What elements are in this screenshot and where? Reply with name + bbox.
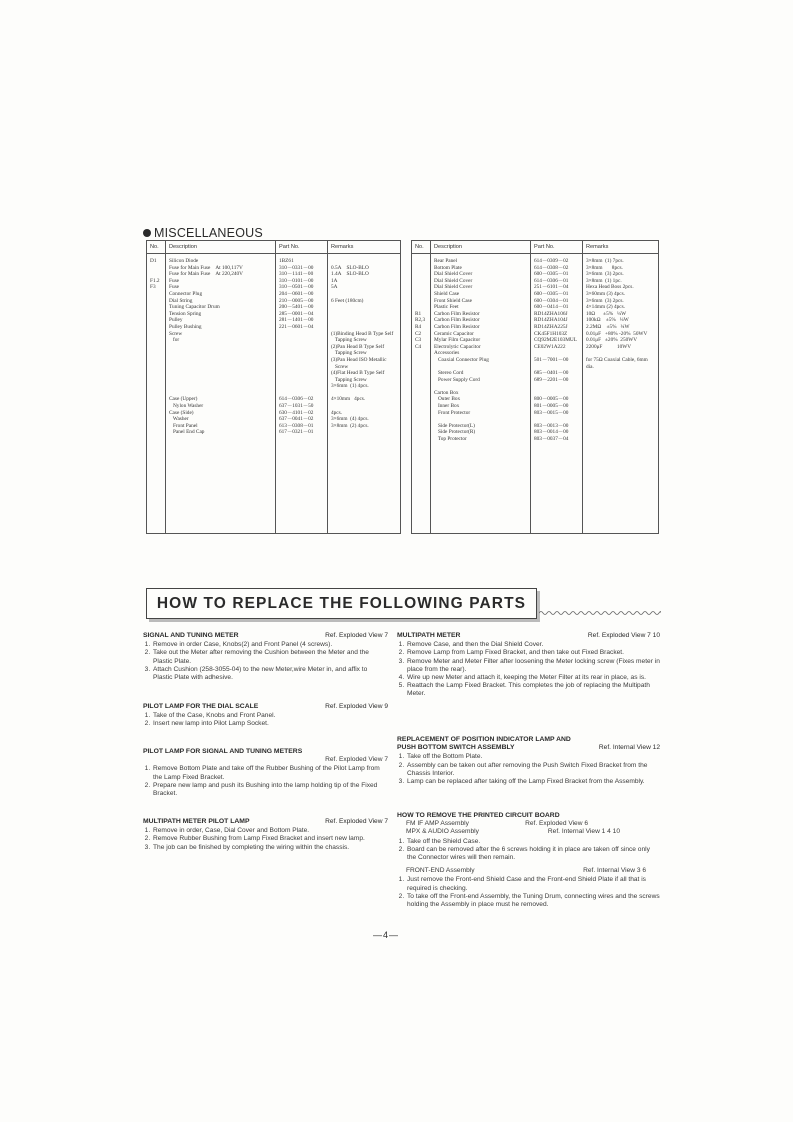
wavy-rule xyxy=(539,609,661,617)
cell-line: 3×6mm (3) 2pcs. xyxy=(586,297,624,304)
cell-line: 4×14mm (2) 4pcs. xyxy=(586,304,626,311)
cell-line: 3×6mm (3) 2pcs. xyxy=(586,271,624,278)
col-remarks xyxy=(583,254,659,534)
col-header-remarks: Remarks xyxy=(583,241,659,254)
cell-line xyxy=(150,377,162,384)
cell-line: 2200μF 10WV xyxy=(586,343,632,350)
cell-line xyxy=(150,331,162,338)
cell-line: (4)Flat Head B Type Self xyxy=(331,370,385,377)
cell-line: RD14ZHA106J xyxy=(534,310,568,317)
cell-line xyxy=(586,390,655,397)
cell-line xyxy=(331,311,397,318)
cell-line: Nylon Washer xyxy=(169,403,204,410)
cell-line xyxy=(415,284,427,291)
cell-line: Carbon Film Resistor xyxy=(434,323,480,330)
cell-line xyxy=(415,383,427,390)
cell-line: 0.01μF +80% -20% 50WV xyxy=(586,330,648,337)
cell-line xyxy=(331,324,397,331)
cell-line: Electrolytic Capacitor xyxy=(434,343,481,350)
cell-line: Tapping Screw xyxy=(331,337,367,344)
section-signal-tuning-meter xyxy=(143,632,388,682)
cell-line xyxy=(169,377,272,384)
section-heading: PILOT LAMP FOR SIGNAL AND TUNING METERS xyxy=(143,748,303,755)
cell-line: 2.2MΩ ±5% ¼W xyxy=(586,323,630,330)
cell-line xyxy=(150,298,162,305)
cell-line: 803－0013－00 xyxy=(534,422,569,429)
cell-line: CK45F1H103Z xyxy=(534,330,568,337)
cell-line: Fuse for Main Fuse At 220,240V xyxy=(169,271,244,278)
cell-line xyxy=(415,396,427,403)
col-header-description: Description xyxy=(431,241,531,254)
cell-line xyxy=(415,265,427,272)
cell-line xyxy=(534,390,579,397)
cell-line xyxy=(415,403,427,410)
cell-line: RD14ZHA225J xyxy=(534,323,568,330)
cell-line: Pulley xyxy=(169,317,183,324)
col-remarks xyxy=(328,254,401,534)
cell-line: Side Protector(L) xyxy=(434,422,475,429)
cell-line xyxy=(434,416,527,423)
cell-line: 3×6mm (1) 4pcs. xyxy=(331,383,369,390)
section-multipath-meter-pilot-lamp xyxy=(143,818,388,852)
cell-line: 1.4A SLO-BLO xyxy=(331,271,369,278)
cell-line xyxy=(279,383,324,390)
section-pilot-lamp-dial-scale xyxy=(143,703,388,729)
cell-line: 803－0015－00 xyxy=(534,409,569,416)
cell-line: F3 xyxy=(150,284,156,291)
section-pilot-lamp-signal-tuning xyxy=(143,748,388,798)
cell-line xyxy=(586,403,655,410)
col-header-part-no: Part No. xyxy=(531,241,583,254)
cell-line xyxy=(279,350,324,357)
cell-line: CE02W1A222 xyxy=(534,343,566,350)
subheading: FM IF AMP Assembly xyxy=(406,820,469,828)
section-heading-line2: PUSH BOTTOM SWITCH ASSEMBLY xyxy=(397,744,515,752)
cell-line: 617－0321－01 xyxy=(279,429,314,436)
cell-line: for 75Ω Coaxial Cable, 6mm xyxy=(586,356,648,363)
reference: Ref. Internal View 1 4 10 xyxy=(547,828,620,836)
cell-line xyxy=(331,390,397,397)
cell-line xyxy=(279,344,324,351)
cell-line: 614－0309－02 xyxy=(534,258,569,264)
cell-line: D1 xyxy=(150,258,157,264)
step-item: 1. Take of the Case, Knobs and Front Panel. xyxy=(152,712,388,720)
cell-line: Tapping Screw xyxy=(331,376,367,383)
cell-line: Pulley Bushing xyxy=(169,323,202,330)
cell-line xyxy=(586,377,655,384)
cell-line xyxy=(534,416,579,423)
cell-line: C2 xyxy=(415,330,422,337)
cell-line: 285－0001－04 xyxy=(279,310,314,317)
cell-line xyxy=(279,364,324,371)
cell-line: 800－0005－00 xyxy=(534,396,569,403)
cell-line: 6 Feet (180cm) xyxy=(331,297,364,304)
cell-line xyxy=(279,357,324,364)
cell-line: Case (Side) xyxy=(169,409,194,416)
cell-line xyxy=(415,304,427,311)
reference: Ref. Exploded View 7 xyxy=(325,818,388,825)
cell-line xyxy=(150,344,162,351)
cell-line: 251－6101－04 xyxy=(534,284,569,291)
reference: Ref. Internal View 3 6 xyxy=(583,867,646,875)
cell-line: Ceramic Capacitor xyxy=(434,330,474,337)
cell-line: Shield Case xyxy=(434,290,460,297)
cell-line: (3)Pan Head ISO Metallic xyxy=(331,356,387,363)
cell-line xyxy=(150,423,162,430)
step-item: 2. Board can be removed after the 6 screws holding it in place are taken off since only the Connector wires will then remain. xyxy=(406,846,660,862)
step-item: 2. Insert new lamp into Pilot Lamp Socket. xyxy=(152,720,388,728)
cell-line xyxy=(331,304,397,311)
cell-line: (1)Binding Head B Type Self xyxy=(331,330,394,337)
cell-line xyxy=(150,337,162,344)
cell-line xyxy=(586,383,655,390)
cell-line: F1.2 xyxy=(150,277,160,284)
cell-line xyxy=(534,350,579,357)
cell-line xyxy=(169,344,272,351)
step-item: 3. Remove Meter and Meter Filter after loosening the Meter locking screw (Fixes meter in place from the rear). xyxy=(406,658,660,674)
cell-line: R2,3 xyxy=(415,317,426,324)
section-heading: REPLACEMENT OF POSITION INDICATOR LAMP AND xyxy=(397,736,571,743)
cell-line xyxy=(150,370,162,377)
cell-line: CQ92M2E103MUL xyxy=(534,337,577,344)
cell-line: 614－0308－02 xyxy=(534,264,569,271)
cell-line xyxy=(150,383,162,390)
cell-line xyxy=(434,364,527,371)
col-header-remarks: Remarks xyxy=(328,241,401,254)
cell-line: 100kΩ ±5% ¼W xyxy=(586,317,629,324)
cell-line xyxy=(415,291,427,298)
cell-line: 221－0601－04 xyxy=(279,323,314,330)
cell-line: 3×60mm (3) 4pcs. xyxy=(586,290,626,297)
section-heading: HOW TO REMOVE THE PRINTED CIRCUIT BOARD xyxy=(397,812,560,819)
col-description xyxy=(431,254,531,534)
cell-line: RD14ZHA104J xyxy=(534,317,568,324)
cell-line xyxy=(279,390,324,397)
cell-line xyxy=(331,258,397,265)
reference: Ref. Internal View 12 xyxy=(598,744,660,752)
step-item: 1. Remove in order, Case, Dial Cover and Bottom Plate. xyxy=(152,827,388,835)
cell-line: 600－0305－01 xyxy=(534,271,569,278)
steps-list xyxy=(143,765,388,798)
cell-line: 10Ω ±5% ¼W xyxy=(586,310,627,317)
cell-line xyxy=(150,410,162,417)
cell-line xyxy=(415,278,427,285)
section-position-indicator-lamp xyxy=(397,736,660,786)
cell-line: 637－1031－50 xyxy=(279,403,314,410)
step-item: 2. To take off the Front-end Assembly, the Tuning Drum, connecting wires and the screws holding the Assembly in place must he removed. xyxy=(406,893,660,909)
cell-line xyxy=(279,331,324,338)
cell-line: 4pcs. xyxy=(331,409,343,416)
step-item: 5. Reattach the Lamp Fixed Bracket. This completes the job of replacing the Multipath Meter. xyxy=(406,682,660,698)
cell-line: Side Protector(R) xyxy=(434,429,476,436)
cell-line xyxy=(415,350,427,357)
cell-line: Plastic Feet xyxy=(434,304,459,311)
reference: Ref. Exploded View 7 10 xyxy=(587,632,660,639)
cell-line xyxy=(534,383,579,390)
cell-line: Fuse xyxy=(169,277,180,284)
cell-line: 4×10mm 4pcs. xyxy=(331,396,366,403)
reference: Ref. Exploded View 9 xyxy=(325,703,388,710)
cell-line xyxy=(415,357,427,364)
cell-line: Washer xyxy=(169,416,189,423)
reference: Ref. Exploded View 6 xyxy=(525,820,588,828)
col-header-part-no: Part No. xyxy=(276,241,328,254)
cell-line: Carton Box xyxy=(434,389,459,396)
col-description xyxy=(166,254,276,534)
section-heading: MULTIPATH METER xyxy=(397,632,461,639)
parts-table-right xyxy=(411,240,659,534)
subheading: MPX & AUDIO Assembly xyxy=(406,828,479,836)
cell-line: Carbon Film Resistor xyxy=(434,317,480,324)
col-header-no: No. xyxy=(147,241,166,254)
cell-line: Mylar Film Capacitor xyxy=(434,337,481,344)
cell-line: 3×8mm (1) 1pc. xyxy=(586,277,622,284)
cell-line: 600－0305－01 xyxy=(534,290,569,297)
section-heading: MULTIPATH METER PILOT LAMP xyxy=(143,818,250,825)
reference: Ref. Exploded View 7 xyxy=(325,632,388,639)
col-part-no xyxy=(531,254,583,534)
step-item: 2. Take out the Meter after removing the Cushion between the Meter and the Plastic Plate. xyxy=(152,649,388,665)
cell-line: 5A xyxy=(331,284,338,291)
cell-line: Rear Panel xyxy=(434,258,458,264)
cell-line: 200－5401－00 xyxy=(279,304,314,311)
step-item: 1. Just remove the Front-end Shield Case and the Front-end Shield Plate if all that is required is checking. xyxy=(406,876,660,892)
steps-list xyxy=(397,641,660,698)
cell-line: Front Protector xyxy=(434,409,471,416)
cell-line: Tapping Screw xyxy=(331,350,367,357)
section-multipath-meter xyxy=(397,632,660,699)
cell-line xyxy=(415,416,427,423)
step-item: 4. Wire up new Meter and attach it, keeping the Meter Filter at its rear in place, as is. xyxy=(406,674,660,682)
cell-line: Tension Spring xyxy=(169,310,202,317)
page-number: —4— xyxy=(373,930,400,940)
step-item: 1. Take off the Bottom Plate. xyxy=(406,753,660,761)
cell-line: Screw xyxy=(169,330,183,337)
cell-line: 0.01μF ±20% 250WV xyxy=(586,337,638,344)
section-heading: SIGNAL AND TUNING METER xyxy=(143,632,239,639)
parts-table-left xyxy=(146,240,401,534)
cell-line xyxy=(415,364,427,371)
cell-line xyxy=(150,311,162,318)
cell-line: 310－0101－00 xyxy=(279,277,314,284)
step-item: 1. Remove Case, and then the Dial Shield Cover. xyxy=(406,641,660,649)
cell-line: 3×8mm (2) 4pcs. xyxy=(331,422,369,429)
cell-line xyxy=(150,291,162,298)
cell-line xyxy=(415,377,427,384)
cell-line: Front Shield Case xyxy=(434,297,472,304)
cell-line: 3×8mm (1) 7pcs. xyxy=(586,258,624,264)
cell-line: Dial Shield Cover xyxy=(434,277,473,284)
cell-line: 281－1401－00 xyxy=(279,317,314,324)
col-no xyxy=(412,254,431,534)
cell-line: Front Panel xyxy=(169,422,198,429)
cell-line: 803－0014－00 xyxy=(534,429,569,436)
col-header-no: No. xyxy=(412,241,431,254)
cell-line: R4 xyxy=(415,323,422,330)
cell-line xyxy=(150,416,162,423)
cell-line xyxy=(415,258,427,265)
col-no xyxy=(147,254,166,534)
cell-line: 685－0401－00 xyxy=(534,370,569,377)
cell-line xyxy=(150,265,162,272)
cell-line xyxy=(169,350,272,357)
cell-line: Dial Shield Cover xyxy=(434,284,473,291)
cell-line: 637－0041－02 xyxy=(279,416,314,423)
cell-line: Silicon Diode xyxy=(169,258,199,264)
cell-line xyxy=(169,390,272,397)
cell-line xyxy=(586,370,655,377)
cell-line: Fuse for Main Fuse At 100,117V xyxy=(169,264,243,271)
cell-line: Case (Upper) xyxy=(169,396,198,403)
col-header-description: Description xyxy=(166,241,276,254)
cell-line: 1BZ61 xyxy=(279,258,294,264)
step-item: 1. Take off the Shield Case. xyxy=(406,838,660,846)
cell-line xyxy=(586,410,655,417)
step-item: 3. Attach Cushion (258-3055-04) to the new Meter,wire Meter in, and affix to Plastic Plate with adhesive. xyxy=(152,666,388,682)
cell-line xyxy=(415,271,427,278)
cell-line xyxy=(434,383,527,390)
col-part-no xyxy=(276,254,328,534)
cell-line: 310－0501－00 xyxy=(279,284,314,291)
section-heading: PILOT LAMP FOR THE DIAL SCALE xyxy=(143,703,259,710)
cell-line xyxy=(534,364,579,371)
cell-line: Screw xyxy=(331,363,349,370)
cell-line: 613－0308－01 xyxy=(279,422,314,429)
steps-list xyxy=(397,838,660,863)
cell-line: Dial String xyxy=(169,297,193,304)
cell-line: C3 xyxy=(415,337,422,344)
steps-list xyxy=(397,753,660,786)
bullet-icon xyxy=(143,229,151,237)
cell-line xyxy=(150,396,162,403)
cell-line: R1 xyxy=(415,310,422,317)
step-item: 3. The job can be finished by completing the wiring within the chassis. xyxy=(152,844,388,852)
cell-line: 689－2201－00 xyxy=(534,376,569,383)
steps-list xyxy=(397,876,660,909)
cell-line: Bottom Plate xyxy=(434,264,462,271)
cell-line: Coaxial Connector Plug xyxy=(434,356,489,363)
section-title-miscellaneous: MISCELLANEOUS xyxy=(143,226,263,240)
cell-line: 0.5A SLO-BLO xyxy=(331,264,369,271)
cell-line: Outer Box xyxy=(434,396,461,403)
cell-line xyxy=(415,370,427,377)
cell-line xyxy=(331,403,397,410)
cell-line: 3×8mm 8pcs. xyxy=(586,264,623,271)
cell-line: for xyxy=(169,337,180,344)
cell-line xyxy=(150,357,162,364)
cell-line xyxy=(279,337,324,344)
steps-list xyxy=(143,641,388,682)
cell-line xyxy=(586,416,655,423)
cell-line xyxy=(150,271,162,278)
cell-line: Hexa Head Boss 2pcs. xyxy=(586,284,634,291)
step-item: 2. Prepare new lamp and push its Bushing into the lamp holding tip of the Fixed Bracket. xyxy=(152,782,388,798)
cell-line: Stereo Cord xyxy=(434,370,464,377)
cell-line: Fuse xyxy=(169,284,180,291)
cell-line xyxy=(150,304,162,311)
cell-line: Power Supply Cord xyxy=(434,376,480,383)
cell-line: Carbon Film Resistor xyxy=(434,310,480,317)
cell-line xyxy=(586,350,655,357)
cell-line: 614－0306－02 xyxy=(279,396,314,403)
cell-line xyxy=(150,350,162,357)
cell-line: 501－7001－00 xyxy=(534,356,569,363)
cell-line: Tuning Capacitor Drum xyxy=(169,304,220,311)
steps-list xyxy=(143,712,388,728)
cell-line: 801－0005－00 xyxy=(534,403,569,410)
reference: Ref. Exploded View 7 xyxy=(325,756,388,764)
cell-line xyxy=(169,364,272,371)
cell-line xyxy=(415,423,427,430)
cell-line: 614－0306－01 xyxy=(534,277,569,284)
step-item: 1. Remove Bottom Plate and take off the Rubber Bushing of the Pilot Lamp from the Lamp Fixed Bracket. xyxy=(152,765,388,781)
cell-line xyxy=(586,423,655,430)
section-printed-circuit-board xyxy=(397,812,660,909)
cell-line xyxy=(415,410,427,417)
step-item: 1. Remove in order Case, Knobs(2) and Front Panel (4 screws). xyxy=(152,641,388,649)
cell-line: 310－1141－00 xyxy=(279,271,314,278)
cell-line: Accessories xyxy=(434,350,460,357)
cell-line xyxy=(169,370,272,377)
cell-line: 1A xyxy=(331,277,338,284)
cell-line xyxy=(150,390,162,397)
step-item: 2. Remove Rubber Bushing from Lamp Fixed Bracket and insert new lamp. xyxy=(152,835,388,843)
subheading: FRONT-END Assembly xyxy=(406,867,475,875)
cell-line: 310－0331－00 xyxy=(279,264,314,271)
cell-line: (2)Pan Head B Type Self xyxy=(331,343,385,350)
cell-line xyxy=(415,390,427,397)
step-item: 2. Assembly can be taken out after removing the Push Switch Fixed Bracket from the Chassis Interior. xyxy=(406,762,660,778)
step-item: 3. Lamp can be replaced after taking off the Lamp Fixed Bracket from the Assembly. xyxy=(406,778,660,786)
cell-line: 630－4101－02 xyxy=(279,409,314,416)
cell-line xyxy=(279,370,324,377)
cell-line: 803－0037－04 xyxy=(534,436,569,443)
cell-line: 210－0005－00 xyxy=(279,297,314,304)
step-item: 2. Remove Lamp from Lamp Fixed Bracket, and then take out Fixed Bracket. xyxy=(406,649,660,657)
section-banner: HOW TO REPLACE THE FOLLOWING PARTS xyxy=(146,588,537,619)
cell-line: dia. xyxy=(586,363,594,370)
cell-line xyxy=(415,298,427,305)
cell-line xyxy=(150,317,162,324)
cell-line: C4 xyxy=(415,343,422,350)
cell-line: Inner Box xyxy=(434,403,460,410)
cell-line: Panel End Cap xyxy=(169,429,205,436)
cell-line: 600－0304－01 xyxy=(534,297,569,304)
cell-line xyxy=(415,429,427,436)
cell-line xyxy=(586,396,655,403)
cell-line xyxy=(279,377,324,384)
cell-line: Dial Shield Cover xyxy=(434,271,473,278)
cell-line: 600－0414－01 xyxy=(534,304,569,311)
cell-line xyxy=(586,429,655,436)
cell-line xyxy=(150,364,162,371)
cell-line xyxy=(150,324,162,331)
cell-line xyxy=(586,436,655,443)
steps-list xyxy=(143,827,388,852)
cell-line xyxy=(150,403,162,410)
cell-line: Connector Plug xyxy=(169,290,203,297)
cell-line xyxy=(169,357,272,364)
cell-line xyxy=(169,383,272,390)
cell-line xyxy=(331,291,397,298)
cell-line: 3×6mm (4) 4pcs. xyxy=(331,416,369,423)
cell-line: Top Protector xyxy=(434,436,467,443)
cell-line xyxy=(331,317,397,324)
cell-line: 204－0601－00 xyxy=(279,290,314,297)
